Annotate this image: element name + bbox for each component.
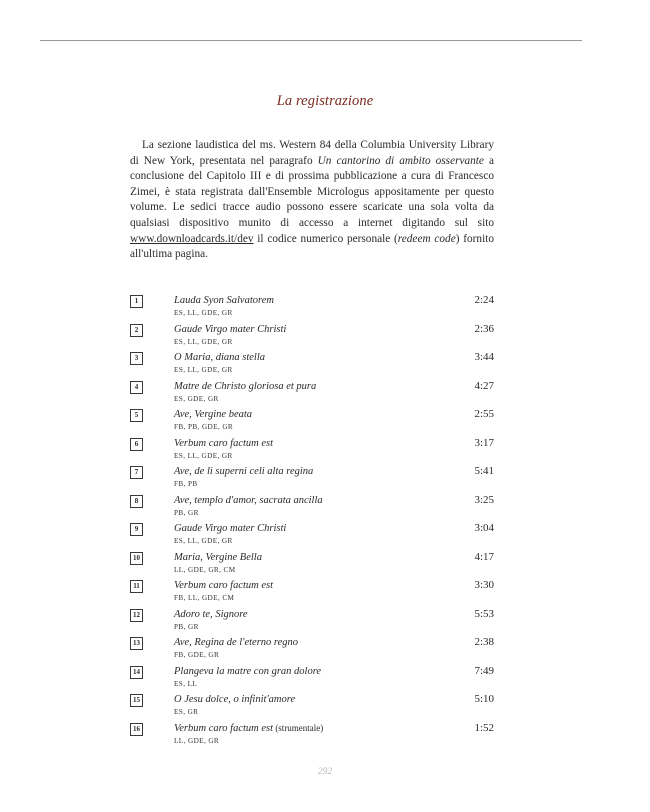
track-number-box: 16 xyxy=(130,723,143,736)
track-title-text: Adoro te, Signore xyxy=(174,608,248,620)
track-duration: 3:44 xyxy=(474,351,494,363)
track-row xyxy=(130,351,494,380)
track-title xyxy=(174,437,273,450)
track-duration: 2:36 xyxy=(474,322,494,335)
track-title-text: Gaude Virgo mater Christi xyxy=(174,523,287,534)
track-number-box: 8 xyxy=(130,495,143,508)
track-performers: ES, GDE, GR xyxy=(174,394,219,403)
track-number-box: 7 xyxy=(130,466,143,479)
track-row xyxy=(130,522,494,551)
track-row xyxy=(130,408,494,437)
track-title-text: Ave, templo d'amor, sacrata ancilla xyxy=(174,494,323,506)
track-title xyxy=(174,693,295,706)
track-title xyxy=(174,294,274,307)
track-performers: LL, GDE, GR, CM xyxy=(174,565,236,574)
track-number-box: 2 xyxy=(130,324,143,337)
track-duration: 3:17 xyxy=(474,436,494,449)
track-performers: FB, PB xyxy=(174,480,198,488)
track-number-box: 12 xyxy=(130,609,143,622)
track-row xyxy=(130,437,494,466)
track-title-text: Verbum caro factum est xyxy=(174,722,274,734)
track-duration: 2:38 xyxy=(474,636,494,648)
track-title-text: Ave, de li superni celi alta regina xyxy=(174,466,314,477)
track-number-box: 13 xyxy=(130,637,143,650)
track-title xyxy=(174,522,286,535)
track-title xyxy=(174,465,313,478)
track-performers: ES, LL, GDE, GR xyxy=(174,366,233,374)
track-title xyxy=(174,551,262,564)
intro-italic-title: Un cantorino di ambito osservante xyxy=(317,154,484,167)
track-title-text: Ave, Regina de l'eterno regno xyxy=(174,637,299,648)
track-title-text: Verbum caro factum est xyxy=(174,580,274,591)
track-row xyxy=(130,494,494,523)
track-title-text: O Jesu dolce, o infinit'amore xyxy=(174,694,296,705)
track-title xyxy=(174,351,265,364)
track-title xyxy=(174,579,273,592)
track-row xyxy=(130,323,494,352)
track-performers: FB, PB, GDE, GR xyxy=(174,423,234,431)
track-duration: 3:30 xyxy=(474,579,494,591)
track-title xyxy=(174,636,298,649)
track-duration: 2:24 xyxy=(474,294,494,306)
track-duration: 5:41 xyxy=(474,465,494,477)
track-duration: 3:04 xyxy=(474,522,494,534)
track-performers: FB, LL, GDE, CM xyxy=(174,594,235,602)
track-title-text: O Maria, diana stella xyxy=(174,352,265,363)
track-number-box: 11 xyxy=(130,580,143,593)
track-title-text: Verbum caro factum est xyxy=(174,437,274,449)
download-link[interactable]: www.downloadcards.it/dev xyxy=(130,232,254,245)
track-duration: 5:10 xyxy=(474,693,494,705)
track-title xyxy=(174,408,252,421)
page-number: 292 xyxy=(317,767,333,777)
track-number-box: 15 xyxy=(130,694,143,707)
track-title-text: Matre de Christo gloriosa et pura xyxy=(174,380,317,392)
track-title-text: Gaude Virgo mater Christi xyxy=(174,323,287,335)
section-title: La registrazione xyxy=(276,93,374,109)
track-performers: PB, GR xyxy=(174,508,199,517)
track-number-box: 4 xyxy=(130,381,143,394)
intro-text-part: ) fornito all'ultima pagina. xyxy=(130,232,494,261)
track-duration: 1:52 xyxy=(474,721,494,734)
track-performers: LL, GDE, GR xyxy=(174,736,220,745)
intro-text xyxy=(130,138,494,263)
track-row xyxy=(130,579,494,608)
track-performers: ES, LL, GDE, GR xyxy=(174,309,233,317)
track-performers: ES, LL xyxy=(174,679,198,688)
track-performers: ES, LL, GDE, GR xyxy=(174,537,233,545)
track-list xyxy=(130,294,494,750)
track-title xyxy=(174,722,323,735)
track-title-text: Maria, Vergine Bella xyxy=(174,551,262,563)
track-duration: 4:27 xyxy=(474,379,494,392)
track-duration: 3:25 xyxy=(474,493,494,506)
track-row xyxy=(130,465,494,494)
intro-text-part: La sezione laudistica del ms. Western 84 della Columbia University Library di New York, presentata nel paragrafo xyxy=(130,139,494,167)
track-title-text: Ave, Vergine beata xyxy=(174,409,253,420)
track-title xyxy=(174,323,286,336)
track-title xyxy=(174,494,323,507)
track-title xyxy=(174,380,316,393)
track-number-box: 5 xyxy=(130,409,143,422)
track-row xyxy=(130,608,494,637)
track-performers: ES, GR xyxy=(174,708,199,716)
track-row xyxy=(130,722,494,751)
header-rule xyxy=(40,40,582,41)
track-row xyxy=(130,636,494,665)
track-duration: 7:49 xyxy=(474,664,494,677)
track-number-box: 9 xyxy=(130,523,143,536)
track-title-text: Lauda Syon Salvatorem xyxy=(174,295,274,306)
track-performers: ES, LL, GDE, GR xyxy=(174,337,233,346)
track-row xyxy=(130,380,494,409)
track-duration: 5:53 xyxy=(474,607,494,620)
track-row xyxy=(130,551,494,580)
track-performers: ES, LL, GDE, GR xyxy=(174,451,233,460)
track-duration: 4:17 xyxy=(474,550,494,563)
track-number-box: 3 xyxy=(130,352,143,365)
track-title-text: Plangeva la matre con gran dolore xyxy=(174,665,322,677)
track-number-box: 1 xyxy=(130,295,143,308)
track-duration: 2:55 xyxy=(474,408,494,420)
intro-paragraph xyxy=(130,138,494,263)
track-performers: PB, GR xyxy=(174,622,199,631)
track-row xyxy=(130,693,494,722)
intro-text-part: il codice numerico personale ( xyxy=(253,232,398,245)
track-row xyxy=(130,665,494,694)
track-number-box: 10 xyxy=(130,552,143,565)
track-number-box: 6 xyxy=(130,438,143,451)
intro-italic-term: redeem code xyxy=(397,232,456,245)
intro-text-part: a conclusione del Capitolo III e di prossima pubblicazione a cura di Francesco Zimei, è stata registrata dall'Ensemble Micrologus appositamente per questo volume. Le sedici tracce audio possono essere scaricate una sola volta da qualsiasi dispositivo munito di accesso a internet digitando sul sito xyxy=(130,154,494,229)
track-number-box: 14 xyxy=(130,666,143,679)
track-performers: FB, GDE, GR xyxy=(174,651,220,659)
track-title xyxy=(174,665,321,678)
track-title-note: (strumentale) xyxy=(273,722,324,733)
track-row xyxy=(130,294,494,323)
track-title xyxy=(174,608,248,621)
